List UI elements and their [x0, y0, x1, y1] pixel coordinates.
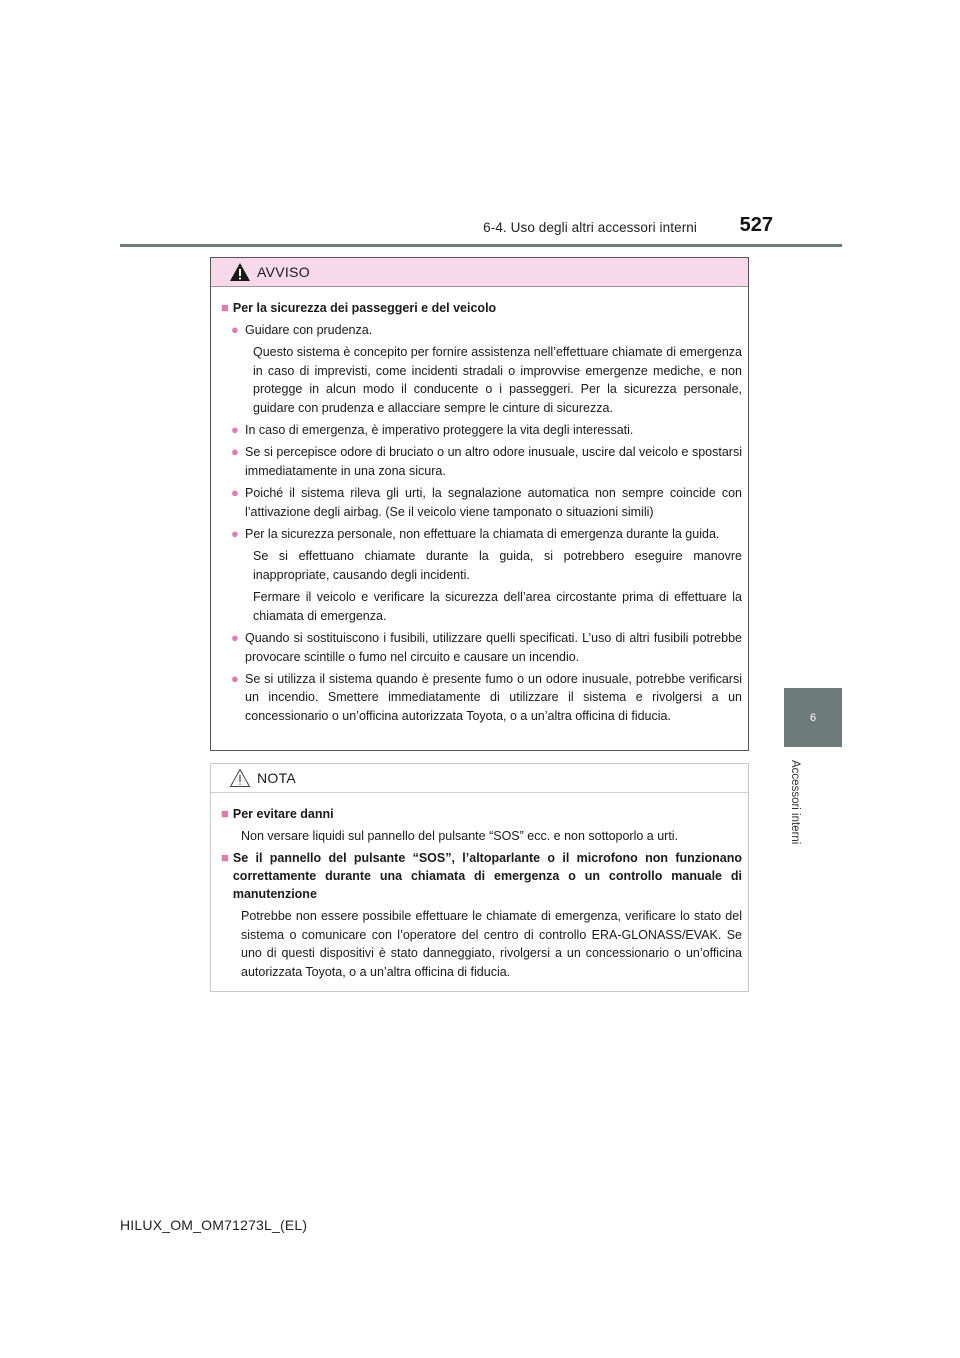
document-code: HILUX_OM_OM71273L_(EL): [120, 1217, 308, 1233]
chapter-label: Accessori interni: [789, 760, 801, 845]
square-bullet-icon: ■: [221, 300, 229, 315]
warning-box: [210, 257, 749, 751]
paragraph: Questo sistema è concepito per fornire assistenza nell’effettuare chiamate di emergenza in caso di imprevisti, come incidenti stradali o improvvise emergenze mediche, e non protegge in alcun modo il conducente o i passeggeri. Per la sicurezza personale, guidare con prudenza e allacciare sempre le cinture di sicurezza.: [253, 345, 742, 415]
bullet-icon: ●: [231, 444, 239, 460]
list-item: ● Se si utilizza il sistema quando è presente fumo o un odore inusuale, potrebbe verificarsi un incendio. Smettere immediatamente di utilizzare il sistema e rivolgersi a un concessionario o un’officina autorizzata Toyota, o a un’altra officina di fiducia.: [221, 670, 742, 725]
warning-section-title: ■ Per la sicurezza dei passeggeri e del veicolo: [221, 300, 497, 315]
bullet-icon: ●: [231, 322, 239, 337]
warning-header: [211, 258, 748, 287]
note-box: [210, 763, 749, 992]
paragraph: Se si effettuano chiamate durante la guida, si potrebbero eseguire manovre inappropriate, causando degli incidenti.: [253, 549, 742, 582]
list-item: ● Guidare con prudenza.: [221, 321, 742, 339]
bullet-icon: ●: [231, 422, 239, 438]
caution-triangle-icon: [229, 768, 251, 788]
bullet-icon: ●: [231, 670, 239, 686]
square-bullet-icon: ■: [221, 806, 229, 821]
note-section-title: ■ Se il pannello del pulsante “SOS”, l’altoparlante o il microfono non funzionano correttamente durante una chiamata di emergenza o un controllo manuale di manutenzione: [221, 850, 742, 902]
bullet-icon: ●: [231, 526, 239, 542]
chapter-number: 6: [809, 711, 817, 724]
paragraph: Non versare liquidi sul pannello del pulsante “SOS” ecc. e non sottoporlo a urti.: [241, 829, 679, 843]
note-section-title: ■ Per evitare danni: [221, 806, 334, 821]
square-bullet-icon: ■: [221, 850, 229, 866]
note-header: [211, 764, 748, 793]
list-item: ● Poiché il sistema rileva gli urti, la segnalazione automatica non sempre coincide con l’attivazione degli airbag. (Se il veicolo viene tamponato o situazioni simili): [221, 484, 742, 521]
note-title: NOTA: [257, 770, 297, 786]
bullet-icon: ●: [231, 485, 239, 501]
page-number: 527: [739, 214, 773, 236]
list-item: ● Per la sicurezza personale, non effettuare la chiamata di emergenza durante la guida.: [221, 525, 742, 543]
bullet-icon: ●: [231, 630, 239, 646]
header-divider: [120, 244, 842, 247]
list-item: ● Se si percepisce odore di bruciato o un altro odore inusuale, uscire dal veicolo e spostarsi immediatamente in una zona sicura.: [221, 443, 742, 480]
paragraph: Potrebbe non essere possibile effettuare le chiamate di emergenza, verificare lo stato del sistema o comunicare con l’operatore del centro di controllo ERA-GLONASS/EVAK. Se uno di questi dispositivi è stato danneggiato, rivolgersi a un concessionario o un’officina autorizzata Toyota, o a un’altra officina di fiducia.: [241, 909, 742, 979]
list-item: ● Quando si sostituiscono i fusibili, utilizzare quelli specificati. L’uso di altri fusibili potrebbe provocare scintille o fumo nel circuito e causare un incendio.: [221, 629, 742, 666]
chapter-tab[interactable]: [784, 688, 842, 747]
section-heading: 6-4. Uso degli altri accessori interni: [483, 220, 697, 235]
warning-triangle-icon: [229, 262, 251, 282]
list-item: ● In caso di emergenza, è imperativo proteggere la vita degli interessati.: [221, 421, 742, 439]
paragraph: Fermare il veicolo e verificare la sicurezza dell’area circostante prima di effettuare la chiamata di emergenza.: [253, 590, 742, 623]
warning-title: AVVISO: [257, 264, 310, 280]
